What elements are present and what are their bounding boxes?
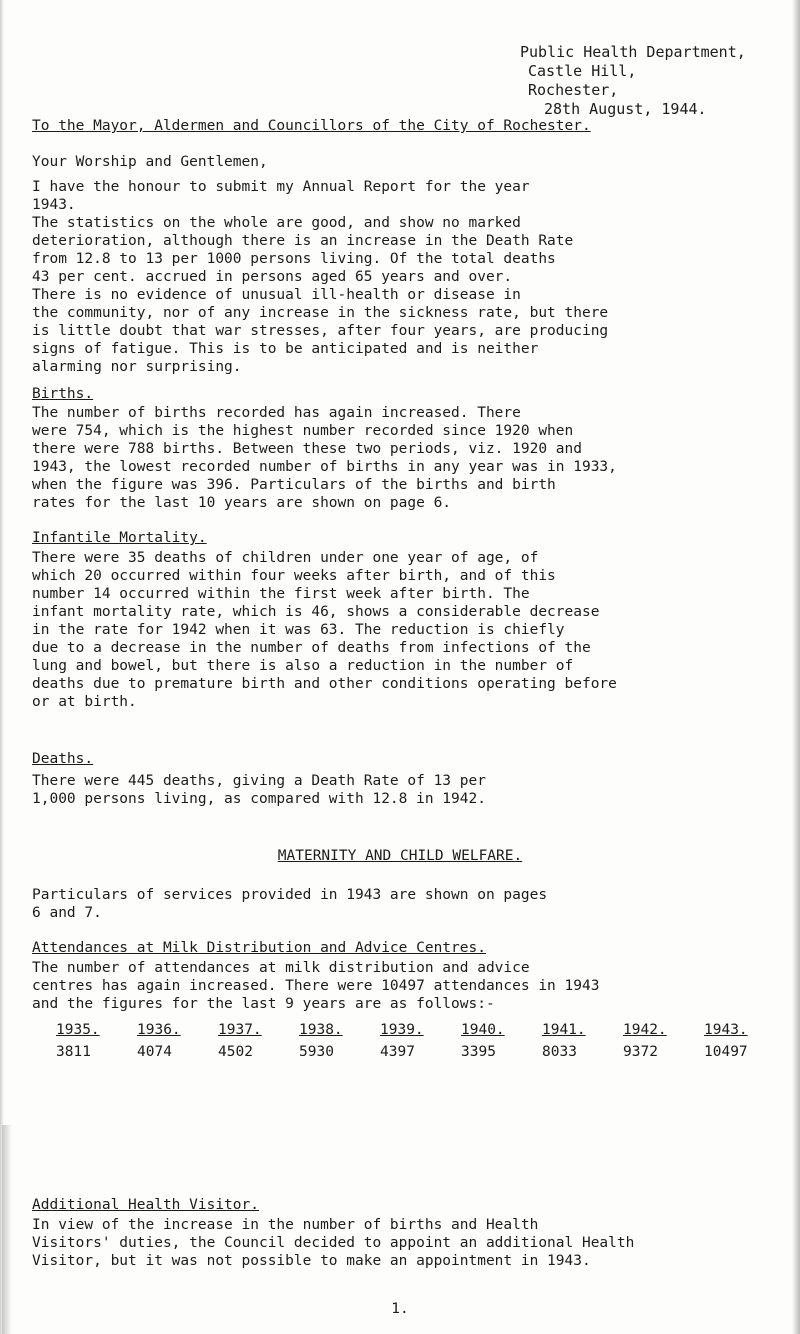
intro-line: is little doubt that war stresses, after four years, are producing bbox=[32, 323, 609, 339]
visitor-line: Visitor, but it was not possible to make an appointment in 1943. bbox=[32, 1253, 591, 1269]
table-value: 3395 bbox=[461, 1044, 496, 1060]
infantile-heading: Infantile Mortality. bbox=[32, 530, 207, 546]
table-year: 1935. bbox=[56, 1022, 100, 1038]
table-value: 4397 bbox=[380, 1044, 415, 1060]
infantile-line: deaths due to premature birth and other conditions operating before bbox=[32, 676, 617, 692]
infantile-line: due to a decrease in the number of deaths from infections of the bbox=[32, 640, 591, 656]
visitor-heading: Additional Health Visitor. bbox=[32, 1197, 259, 1213]
deaths-line: 1,000 persons living, as compared with 12.8 in 1942. bbox=[32, 791, 486, 807]
infantile-line: lung and bowel, but there is also a reduction in the number of bbox=[32, 658, 574, 674]
table-year: 1937. bbox=[218, 1022, 262, 1038]
intro-line: alarming nor surprising. bbox=[32, 359, 242, 375]
table-value: 4074 bbox=[137, 1044, 172, 1060]
intro-line: deterioration, although there is an increase in the Death Rate bbox=[32, 233, 574, 249]
maternity-paragraph bbox=[32, 886, 547, 922]
table-year: 1940. bbox=[461, 1022, 505, 1038]
visitor-paragraph bbox=[32, 1216, 634, 1270]
table-year: 1939. bbox=[380, 1022, 424, 1038]
intro-line: I have the honour to submit my Annual Report for the year bbox=[32, 179, 530, 195]
births-line: when the figure was 396. Particulars of the births and birth bbox=[32, 477, 556, 493]
intro-line: signs of fatigue. This is to be anticipated and is neither bbox=[32, 341, 539, 357]
visitor-line: Visitors' duties, the Council decided to appoint an additional Health bbox=[32, 1235, 635, 1251]
table-year: 1943. bbox=[704, 1022, 748, 1038]
maternity-heading: MATERNITY AND CHILD WELFARE. bbox=[277, 848, 523, 864]
attendances-line: The number of attendances at milk distribution and advice bbox=[32, 960, 530, 976]
infantile-line: in the rate for 1942 when it was 63. The reduction is chiefly bbox=[32, 622, 565, 638]
intro-paragraph bbox=[32, 178, 608, 376]
infantile-line: infant mortality rate, which is 46, shows a considerable decrease bbox=[32, 604, 600, 620]
table-year: 1938. bbox=[299, 1022, 343, 1038]
births-line: there were 788 births. Between these two periods, viz. 1920 and bbox=[32, 441, 582, 457]
infantile-line: number 14 occurred within the first week after birth. The bbox=[32, 586, 530, 602]
infantile-line: There were 35 deaths of children under one year of age, of bbox=[32, 550, 539, 566]
intro-line: from 12.8 to 13 per 1000 persons living. Of the total deaths bbox=[32, 251, 556, 267]
table-value: 5930 bbox=[299, 1044, 334, 1060]
births-paragraph bbox=[32, 404, 617, 512]
table-value: 10497 bbox=[704, 1044, 748, 1060]
births-heading: Births. bbox=[32, 386, 94, 402]
table-value: 9372 bbox=[623, 1044, 658, 1060]
intro-line: 1943. bbox=[32, 197, 76, 213]
page-edge-shadow-right bbox=[792, 0, 800, 1334]
maternity-line: 6 and 7. bbox=[32, 905, 102, 921]
deaths-line: There were 445 deaths, giving a Death Rate of 13 per bbox=[32, 773, 486, 789]
addressee: To the Mayor, Aldermen and Councillors of the City of Rochester. bbox=[32, 118, 591, 134]
address-street: Castle Hill, bbox=[528, 62, 637, 80]
attendances-paragraph bbox=[32, 959, 599, 1013]
births-line: were 754, which is the highest number recorded since 1920 when bbox=[32, 423, 574, 439]
address-city: Rochester, bbox=[528, 81, 619, 99]
births-line: The number of births recorded has again increased. There bbox=[32, 405, 521, 421]
intro-line: There is no evidence of unusual ill-health or disease in bbox=[32, 287, 521, 303]
table-year: 1941. bbox=[542, 1022, 586, 1038]
table-value: 4502 bbox=[218, 1044, 253, 1060]
table-value: 3811 bbox=[56, 1044, 91, 1060]
births-line: rates for the last 10 years are shown on page 6. bbox=[32, 495, 452, 511]
address-department: Public Health Department, bbox=[520, 43, 746, 61]
visitor-line: In view of the increase in the number of births and Health bbox=[32, 1217, 539, 1233]
maternity-line: Particulars of services provided in 1943 are shown on pages bbox=[32, 887, 548, 903]
table-year: 1942. bbox=[623, 1022, 667, 1038]
attendances-line: and the figures for the last 9 years are as follows:- bbox=[32, 996, 495, 1012]
deaths-heading: Deaths. bbox=[32, 751, 94, 767]
sender-address bbox=[520, 43, 746, 119]
table-value: 8033 bbox=[542, 1044, 577, 1060]
table-year: 1936. bbox=[137, 1022, 181, 1038]
attendances-line: centres has again increased. There were 10497 attendances in 1943 bbox=[32, 978, 600, 994]
intro-line: 43 per cent. accrued in persons aged 65 years and over. bbox=[32, 269, 513, 285]
intro-line: The statistics on the whole are good, and show no marked bbox=[32, 215, 521, 231]
deaths-paragraph bbox=[32, 772, 486, 808]
infantile-paragraph bbox=[32, 549, 617, 711]
salutation: Your Worship and Gentlemen, bbox=[32, 154, 268, 170]
page-number: 1. bbox=[391, 1301, 409, 1317]
infantile-line: which 20 occurred within four weeks after birth, and of this bbox=[32, 568, 556, 584]
address-date: 28th August, 1944. bbox=[544, 100, 707, 118]
infantile-line: or at birth. bbox=[32, 694, 137, 710]
attendances-heading: Attendances at Milk Distribution and Advice Centres. bbox=[32, 940, 486, 956]
births-line: 1943, the lowest recorded number of births in any year was in 1933, bbox=[32, 459, 617, 475]
intro-line: the community, nor of any increase in the sickness rate, but there bbox=[32, 305, 609, 321]
